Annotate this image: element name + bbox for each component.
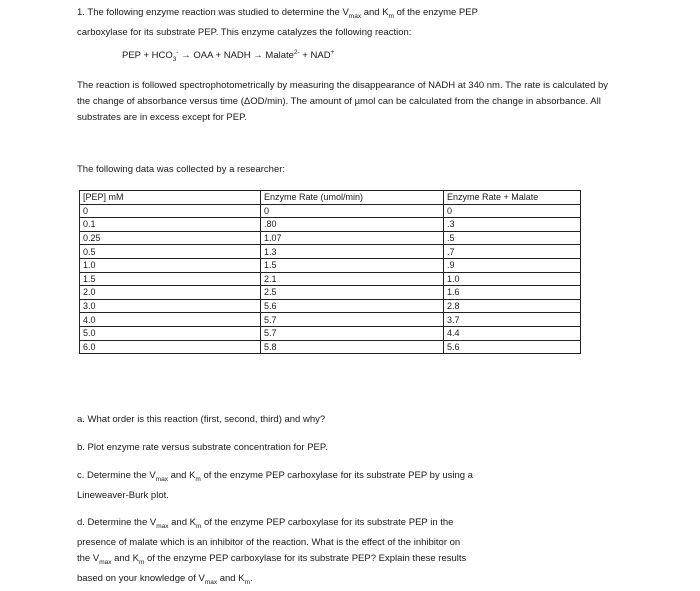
table-cell: 1.0 (80, 258, 261, 272)
table-cell: 5.7 (261, 326, 444, 340)
table-cell: .5 (444, 231, 581, 245)
part-d: d. Determine the $V_{max}$ and $K_m$ of the enzyme PEP carboxylase for its substrate PEP in the presence of malate which is an inhibitor of the reaction. What is the effect of the inhibitor on the $V_{max}$ and $K_m$ of the enzyme PEP carboxylase for its substrate PEP? Explain these results based on your knowledge of $V_{max}$ and $K_m$. (77, 517, 467, 586)
table-cell: 1.07 (261, 231, 444, 245)
table-cell: 5.6 (444, 340, 581, 354)
table-row (80, 231, 581, 245)
table-cell: 2.1 (261, 272, 444, 286)
table-row (80, 258, 581, 272)
part-b: b. Plot enzyme rate versus substrate concentration for PEP. (77, 442, 328, 453)
table-row (80, 340, 581, 354)
table-cell: 1.6 (444, 286, 581, 300)
table-cell: 4.0 (80, 313, 261, 327)
table-cell: 0 (80, 204, 261, 218)
table-cell: 1.3 (261, 245, 444, 259)
table-cell: 0.1 (80, 218, 261, 232)
table-row (80, 326, 581, 340)
table-cell: .7 (444, 245, 581, 259)
table-cell: 0 (444, 204, 581, 218)
table-cell: 5.8 (261, 340, 444, 354)
table-cell: 5.6 (261, 299, 444, 313)
table-cell: 0.25 (80, 231, 261, 245)
table-row (80, 299, 581, 313)
table-cell: 3.7 (444, 313, 581, 327)
method-description: The reaction is followed spectrophotometrically by measuring the disappearance of NADH at 340 nm. The rate is calculated by the change of absorbance versus time (ΔOD/min). The amount of µmol can be calculated from the change in absorbance. All substrates are in excess except for PEP. (77, 80, 609, 123)
table-cell: 2.8 (444, 299, 581, 313)
column-header-rate: Enzyme Rate (umol/min) (261, 191, 444, 205)
part-a: a. What order is this reaction (first, second, third) and why? (77, 414, 326, 425)
column-header-pep: [PEP] mM (80, 191, 261, 205)
table-header-row (80, 191, 581, 205)
question-intro: 1. The following enzyme reaction was studied to determine the $V_{max}$ and $K_m$ of the enzyme PEP carboxylase for its substrate PEP. This enzyme catalyzes the following reaction: (77, 7, 478, 38)
table-row (80, 313, 581, 327)
table-row (80, 272, 581, 286)
table-cell: 3.0 (80, 299, 261, 313)
table-row (80, 286, 581, 300)
question-number: 1. (77, 7, 85, 18)
table-cell: 4.4 (444, 326, 581, 340)
table-cell: 2.0 (80, 286, 261, 300)
data-lead-in: The following data was collected by a researcher: (77, 164, 286, 175)
table-cell: 0.5 (80, 245, 261, 259)
table-cell: 2.5 (261, 286, 444, 300)
data-table (79, 190, 581, 354)
table-row (80, 245, 581, 259)
table-cell: 1.0 (444, 272, 581, 286)
table-row (80, 204, 581, 218)
table-cell: 1.5 (261, 258, 444, 272)
table-cell: 0 (261, 204, 444, 218)
table-row (80, 218, 581, 232)
column-header-rate-malate: Enzyme Rate + Malate (444, 191, 581, 205)
table-cell: 1.5 (80, 272, 261, 286)
table-cell: 5.0 (80, 326, 261, 340)
table-cell: 6.0 (80, 340, 261, 354)
reaction-equation: PEP + $HCO_3^-$ → OAA + NADH → Malate$^{2-}$ + NAD+ (122, 49, 335, 64)
table-cell: .80 (261, 218, 444, 232)
part-c: c. Determine the $V_{max}$ and $K_m$ of the enzyme PEP carboxylase for its substrate PEP by using a Lineweaver-Burk plot. (77, 470, 473, 501)
table-cell: .3 (444, 218, 581, 232)
table-cell: .9 (444, 258, 581, 272)
table-cell: 5.7 (261, 313, 444, 327)
